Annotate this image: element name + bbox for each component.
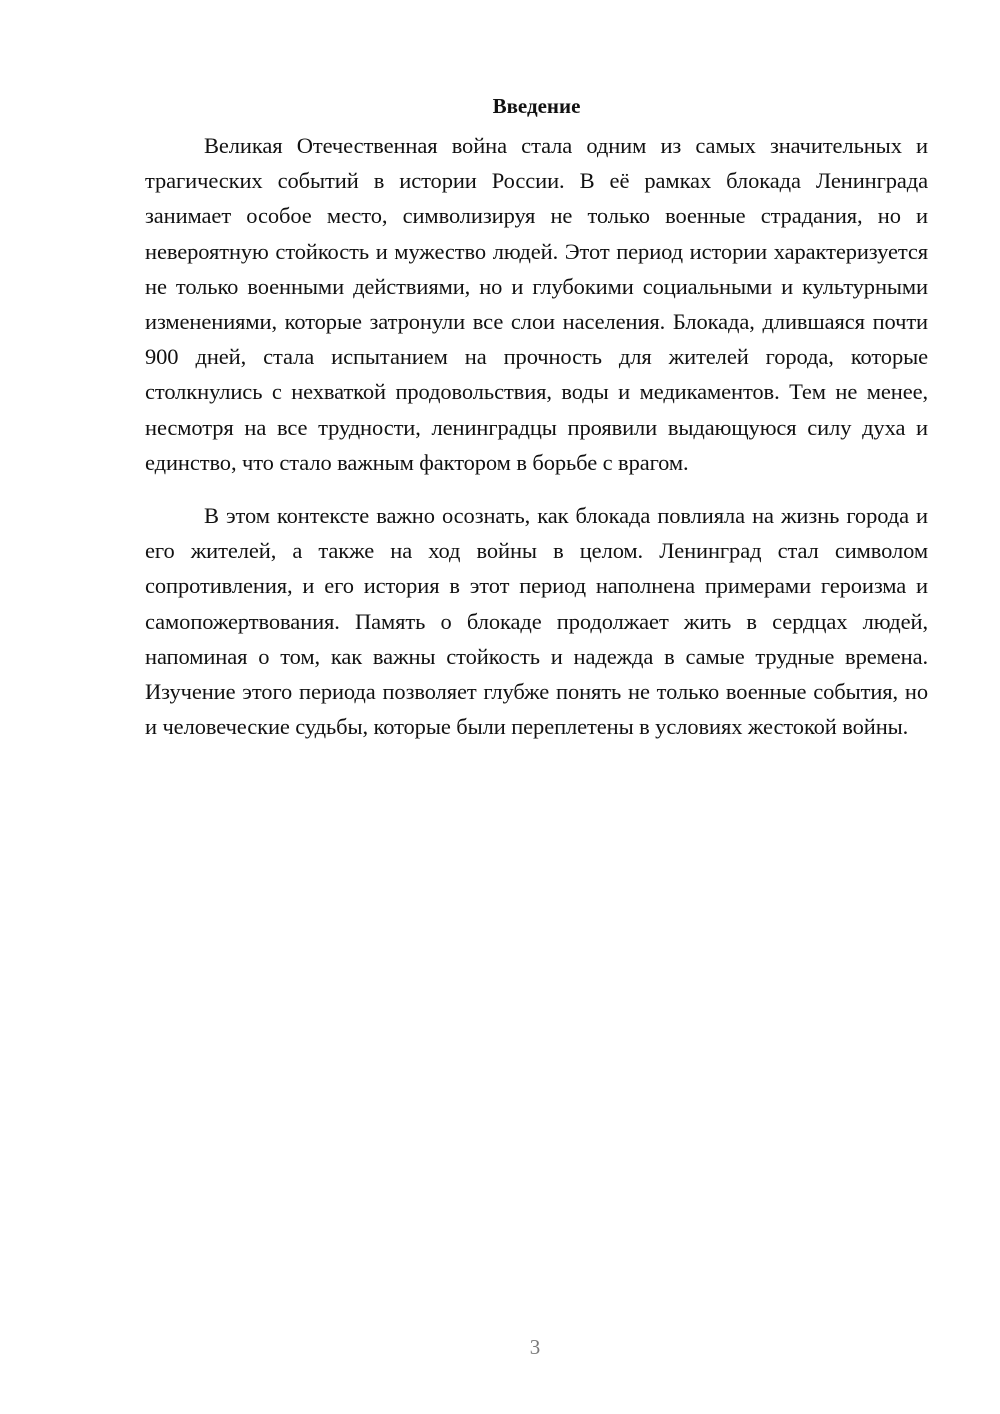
paragraph-2: В этом контексте важно осознать, как блокада повлияла на жизнь города и его жителей, а также на ход войны в целом. Ленинград стал символом сопротивления, и его история в этот период наполнена примерами героизма и самопожертвования. Память о блокаде продолжает жить в сердцах людей, напоминая о том, как важны стойкость и надежда в самые трудные времена. Изучение этого периода позволяет глубже понять не только военные события, но и человеческие судьбы, которые были переплетены в условиях жестокой войны. bbox=[145, 503, 928, 740]
page-content bbox=[145, 92, 928, 744]
section-heading: Введение bbox=[492, 94, 581, 118]
paragraph-1: Великая Отечественная война стала одним из самых значительных и трагических событий в истории России. В её рамках блокада Ленинграда занимает особое место, символизируя не только военные страдания, но и невероятную стойкость и мужество людей. Этот период истории характеризуется не только военными действиями, но и глубокими социальными и культурными изменениями, которые затронули все слои населения. Блокада, длившаяся почти 900 дней, стала испытанием на прочность для жителей города, которые столкнулись с нехваткой продовольствия, воды и медикаментов. Тем не менее, несмотря на все трудности, ленинградцы проявили выдающуюся силу духа и единство, что стало важным фактором в борьбе с врагом. bbox=[145, 133, 928, 475]
page-number: 3 bbox=[529, 1335, 541, 1359]
